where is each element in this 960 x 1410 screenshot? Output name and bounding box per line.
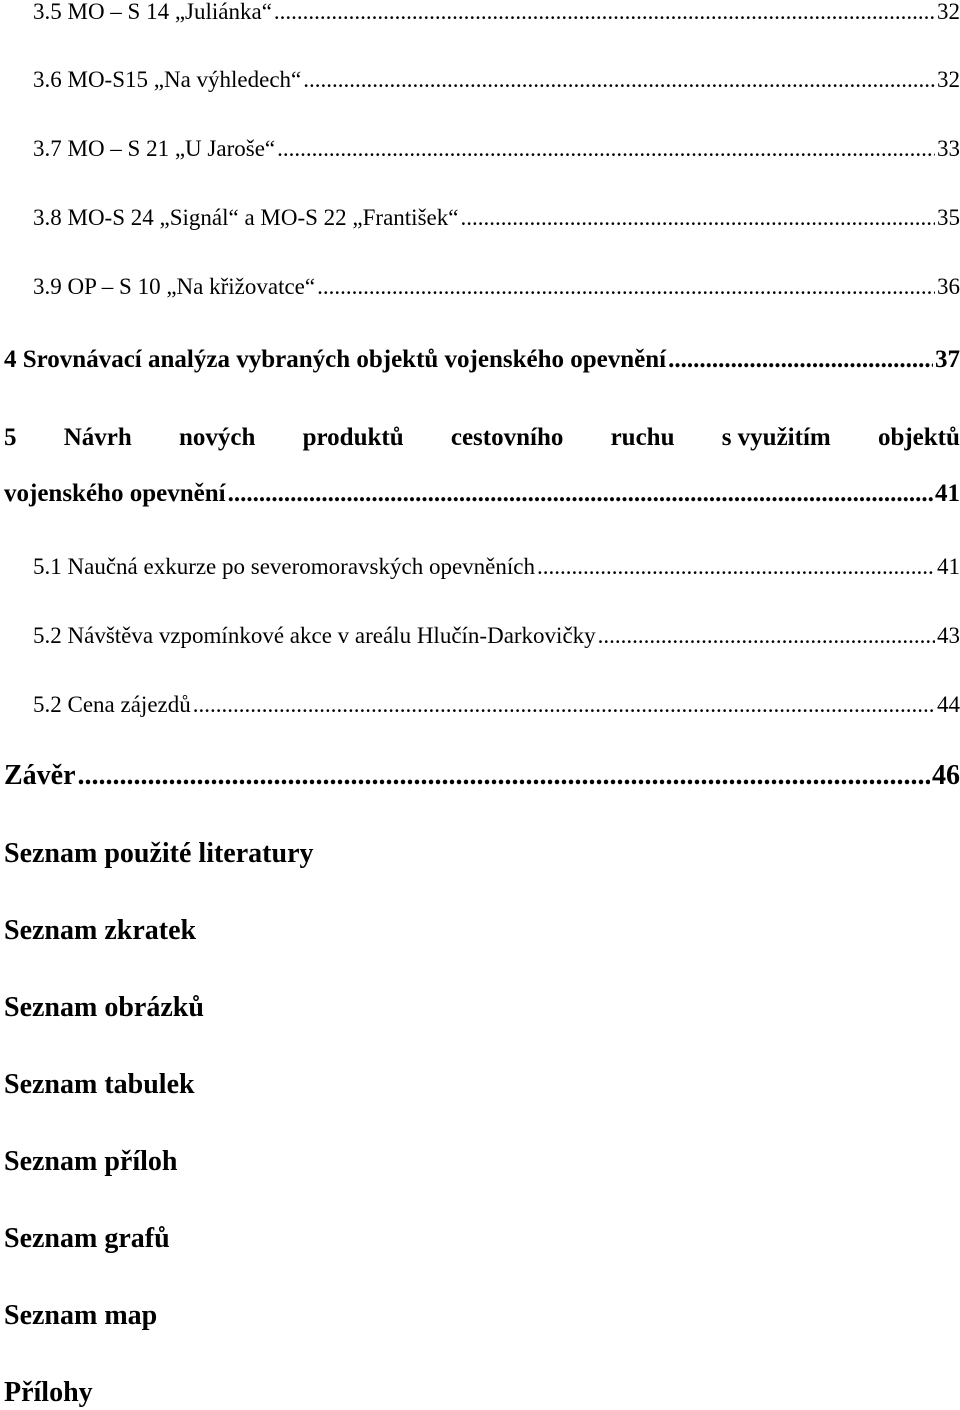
toc-entry-3-6[interactable] bbox=[33, 68, 960, 91]
toc-entry-page: 32 bbox=[937, 67, 960, 92]
toc-word: Návrh bbox=[63, 424, 132, 451]
toc-entry-4[interactable] bbox=[4, 347, 960, 372]
toc-leader-dots bbox=[668, 347, 933, 372]
toc-entry-5-line1 bbox=[4, 425, 960, 450]
toc-word: s využitím bbox=[721, 424, 831, 451]
toc-leader-dots bbox=[274, 0, 935, 23]
toc-entry-page: 43 bbox=[937, 623, 960, 648]
toc-entry-5-2[interactable] bbox=[33, 624, 960, 647]
toc-entry-title: 5.2 Návštěva vzpomínkové akce v areálu Hlučín-Darkovičky bbox=[33, 623, 596, 648]
toc-entry-obrazky[interactable]: Seznam obrázků bbox=[4, 992, 204, 1023]
toc-entry-zkratky[interactable]: Seznam zkratek bbox=[4, 915, 197, 946]
toc-leader-dots bbox=[460, 206, 935, 229]
toc-leader-dots bbox=[193, 693, 935, 716]
toc-entry-literatura[interactable]: Seznam použité literatury bbox=[4, 838, 314, 869]
toc-entry-seznam-priloh[interactable]: Seznam příloh bbox=[4, 1146, 178, 1177]
toc-entry-page: 44 bbox=[937, 692, 960, 717]
toc-entry-title: 3.7 MO – S 21 „U Jaroše“ bbox=[33, 136, 276, 161]
toc-entry-page: 46 bbox=[932, 760, 960, 791]
toc-entry-title: 3.9 OP – S 10 „Na křižovatce“ bbox=[33, 274, 316, 299]
toc-leader-dots bbox=[78, 762, 930, 790]
toc-entry-grafy[interactable]: Seznam grafů bbox=[4, 1223, 170, 1254]
toc-entry-page: 35 bbox=[937, 205, 960, 230]
toc-entry-3-8[interactable] bbox=[33, 206, 960, 229]
toc-entry-3-9[interactable] bbox=[33, 275, 960, 298]
toc-entry-page: 41 bbox=[937, 554, 960, 579]
toc-word: produktů bbox=[302, 424, 404, 451]
toc-leader-dots bbox=[537, 555, 935, 578]
toc-entry-title: 4 Srovnávací analýza vybraných objektů vojenského opevnění bbox=[4, 346, 667, 373]
toc-word: objektů bbox=[877, 424, 960, 451]
toc-leader-dots bbox=[228, 481, 933, 506]
toc-word: nových bbox=[179, 424, 256, 451]
toc-leader-dots bbox=[317, 275, 935, 298]
toc-entry-title: Závěr bbox=[4, 760, 76, 791]
toc-entry-zaver[interactable] bbox=[4, 762, 960, 790]
toc-entry-title: 3.6 MO-S15 „Na výhledech“ bbox=[33, 67, 302, 92]
toc-leader-dots bbox=[277, 137, 935, 160]
toc-entry-page: 32 bbox=[937, 0, 960, 24]
toc-entry-5-line2 bbox=[4, 481, 960, 506]
toc-entry-title: 3.8 MO-S 24 „Signál“ a MO-S 22 „František“ bbox=[33, 205, 459, 230]
toc-entry-page: 36 bbox=[937, 274, 960, 299]
toc-leader-dots bbox=[303, 68, 935, 91]
toc-entry-page: 33 bbox=[937, 136, 960, 161]
toc-entry-3-7[interactable] bbox=[33, 137, 960, 160]
toc-entry-5-1[interactable] bbox=[33, 555, 960, 578]
toc-entry-page: 37 bbox=[935, 346, 960, 373]
toc-word: ruchu bbox=[610, 424, 675, 451]
toc-entry-prilohy[interactable]: Přílohy bbox=[4, 1377, 93, 1408]
toc-word: cestovního bbox=[450, 424, 564, 451]
toc-entry-3-5[interactable] bbox=[33, 0, 960, 23]
toc-entry-title: vojenského opevnění bbox=[4, 480, 226, 507]
toc-word: 5 bbox=[4, 424, 17, 451]
toc-entry-5-2-cena[interactable] bbox=[33, 693, 960, 716]
toc-entry-title: 5.1 Naučná exkurze po severomoravských opevněních bbox=[33, 554, 535, 579]
toc-entry-title: 3.5 MO – S 14 „Juliánka“ bbox=[33, 0, 272, 24]
toc-entry-mapy[interactable]: Seznam map bbox=[4, 1300, 158, 1331]
toc-entry-tabulky[interactable]: Seznam tabulek bbox=[4, 1069, 195, 1100]
toc-entry-title: 5.2 Cena zájezdů bbox=[33, 692, 191, 717]
toc-leader-dots bbox=[598, 624, 935, 647]
toc-entry-page: 41 bbox=[935, 480, 960, 507]
